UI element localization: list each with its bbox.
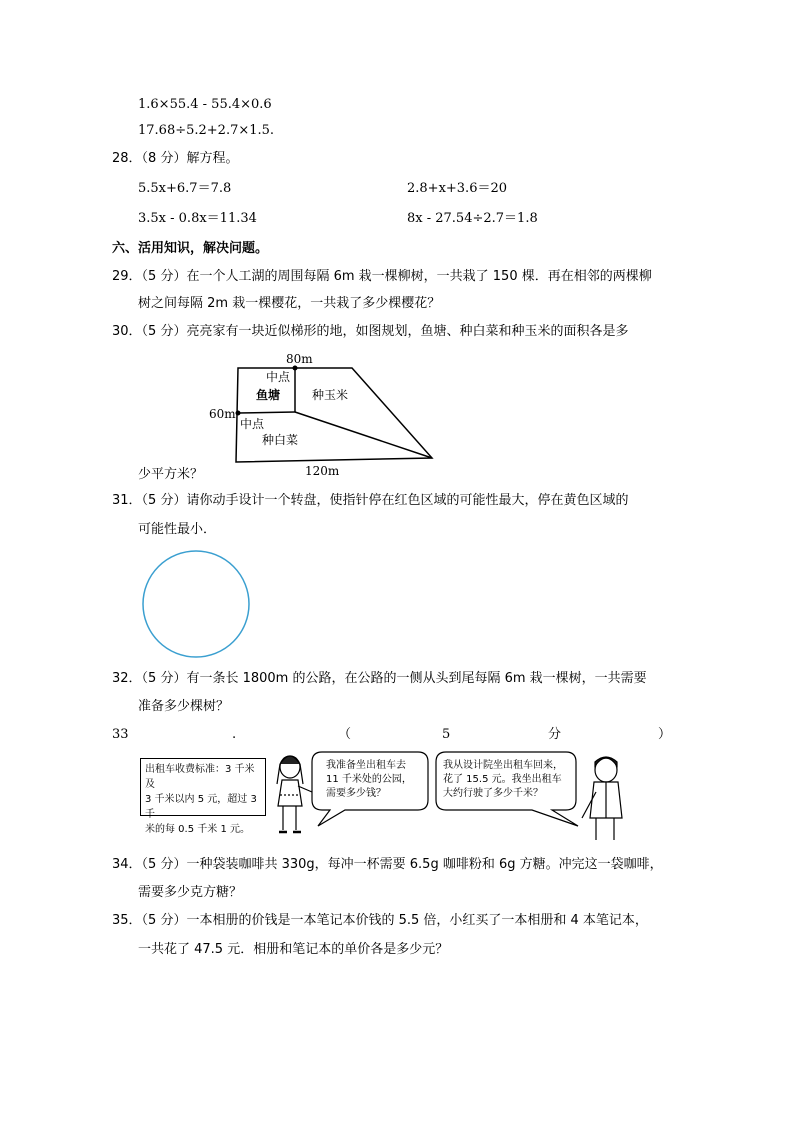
q28-equation-4: 8x - 27.54÷2.7＝1.8 (407, 211, 538, 226)
label-fish-pond: 鱼塘 (256, 388, 281, 402)
q33-paren-open: （ (338, 727, 352, 742)
q33-score: 5 (442, 727, 451, 742)
q35-line-1: 35．（5 分）一本相册的价钱是一本笔记本价钱的 5.5 倍，小红买了一本相册和 4 本笔记本， (112, 913, 648, 928)
q29-line-2: 树之间每隔 2m 栽一棵樱花，一共栽了多少棵樱花？ (138, 296, 441, 311)
q28-equation-2: 2.8+x+3.6＝20 (407, 181, 508, 196)
girl-line-1: 我准备坐出租车去 (326, 760, 406, 771)
q32-line-2: 准备多少棵树？ (138, 699, 230, 714)
q33-dot: . (232, 727, 237, 742)
calc-expression-1: 1.6×55.4 - 55.4×0.6 (138, 97, 272, 112)
boy-figure (582, 757, 622, 840)
label-midpoint-top: 中点 (266, 370, 291, 384)
section-6-heading: 六、活用知识，解决问题。 (112, 241, 269, 256)
boy-bubble-text (443, 759, 563, 801)
rule-line-2: 3 千米以内 5 元，超过 3 千 (145, 794, 257, 820)
q33-paren-close: ） (658, 727, 672, 742)
label-corn: 种玉米 (312, 388, 349, 402)
q28-equation-1: 5.5x+6.7＝7.8 (138, 181, 232, 196)
label-120m: 120m (305, 464, 340, 478)
girl-line-2: 11 千米处的公园， (326, 774, 412, 785)
label-60m: 60m (209, 407, 236, 421)
girl-figure (277, 756, 312, 832)
q28-title: 28．（8 分）解方程。 (112, 151, 239, 166)
q34-line-2: 需要多少克方糖？ (138, 885, 243, 900)
boy-line-2: 花了 15.5 元。我坐出租车 (443, 774, 562, 785)
q29-line-1: 29．（5 分）在一个人工湖的周围每隔 6m 栽一棵柳树，一共栽了 150 棵．再在相邻的两棵柳 (112, 269, 652, 284)
q30-line-2: 少平方米？ (138, 467, 204, 482)
q30-line-1: 30．（5 分）亮亮家有一块近似梯形的地，如图规划，鱼塘、种白菜和种玉米的面积各是多 (112, 324, 629, 339)
q33-number: 33 (112, 727, 129, 742)
q34-line-1: 34．（5 分）一种袋装咖啡共 330g，每冲一杯需要 6.5g 咖啡粉和 6g 方糖。冲完这一袋咖啡， (112, 857, 663, 872)
rule-line-1: 出租车收费标准：3 千米及 (145, 764, 255, 790)
q33-unit: 分 (548, 727, 562, 742)
q28-equation-3: 3.5x - 0.8x＝11.34 (138, 211, 257, 226)
boy-line-1: 我从设计院坐出租车回来， (443, 760, 563, 771)
label-80m: 80m (286, 352, 313, 366)
label-cabbage: 种白菜 (262, 433, 299, 447)
girl-line-3: 需要多少钱？ (326, 788, 386, 799)
q31-line-1: 31．（5 分）请你动手设计一个转盘，使指针停在红色区域的可能性最大，停在黄色区域的 (112, 493, 629, 508)
calc-expression-2: 17.68÷5.2+2.7×1.5. (138, 123, 275, 138)
q35-line-2: 一共花了 47.5 元．相册和笔记本的单价各是多少元？ (138, 942, 449, 957)
q31-line-2: 可能性最小． (138, 522, 217, 537)
boy-line-3: 大约行驶了多少千米？ (443, 788, 543, 799)
label-midpoint-left: 中点 (240, 417, 265, 431)
q32-line-1: 32．（5 分）有一条长 1800m 的公路，在公路的一侧从头到尾每隔 6m 栽一棵树，一共需要 (112, 671, 647, 686)
girl-bubble-text (326, 759, 412, 801)
rule-line-3: 米的每 0.5 千米 1 元。 (145, 824, 250, 835)
